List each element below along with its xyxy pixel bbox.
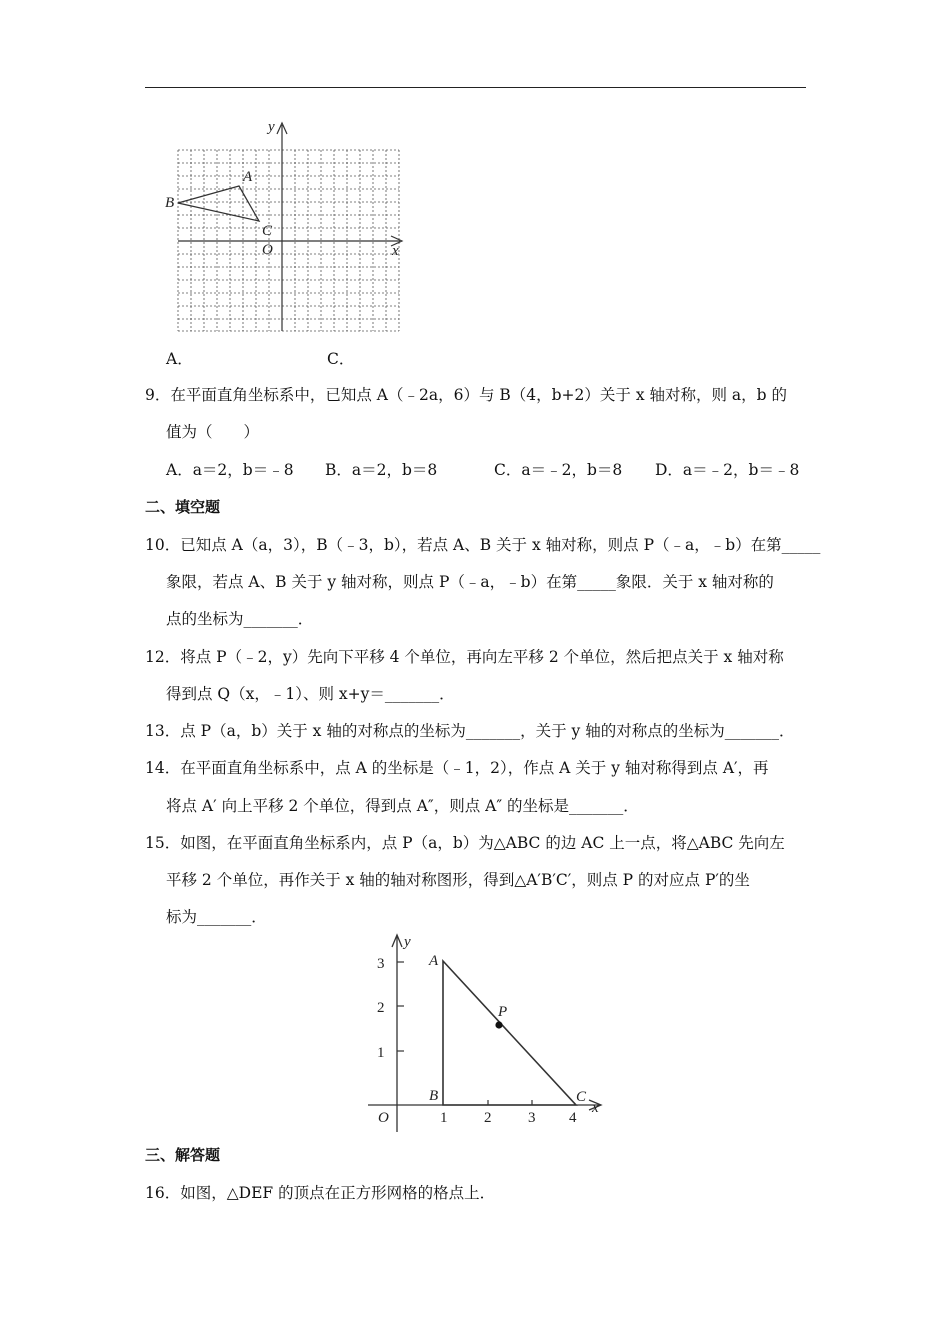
- q16-line1: 16．如图，△DEF 的顶点在正方形网格的格点上．: [145, 1184, 496, 1202]
- options-row-a: A．: [166, 350, 193, 368]
- section-title-fill-blank: 二、填空题: [145, 498, 221, 516]
- q12-line1: 12．将点 P（﹣2，y）先向下平移 4 个单位，再向左平移 2 个单位，然后把点关于 x 轴对称: [145, 648, 784, 666]
- vertex-label-a: A: [243, 169, 253, 185]
- q15-line1: 15．如图，在平面直角坐标系内，点 P（a，b）为△ABC 的边 AC 上一点，将△ABC 先向左: [145, 834, 785, 852]
- x-tick-4: 4: [569, 1110, 577, 1126]
- x-axis-label: x: [392, 243, 399, 259]
- y-tick-3: 3: [377, 956, 385, 972]
- y-tick-2: 2: [377, 1000, 385, 1016]
- point-label-p: P: [498, 1004, 508, 1020]
- q13-line1: 13．点 P（a，b）关于 x 轴的对称点的坐标为_______，关于 y 轴的对称点的坐标为_______．: [145, 722, 795, 740]
- x-tick-2: 2: [484, 1110, 492, 1126]
- q12-line2: 得到点 Q（x，﹣1）、则 x+y＝_______．: [166, 685, 455, 703]
- section-title-answer: 三、解答题: [145, 1146, 221, 1164]
- vertex-label-c-2: C: [576, 1089, 587, 1105]
- origin-label-2: O: [378, 1110, 389, 1126]
- vertex-label-b-2: B: [429, 1088, 439, 1104]
- point-p: [495, 1021, 502, 1028]
- figure-coordinate-triangle: [360, 930, 610, 1135]
- q10-line1: 10．已知点 A（a，3），B（﹣3，b），若点 A、B 关于 x 轴对称，则点 P（﹣a，﹣b）在第_____: [145, 536, 821, 554]
- q9-option-a: A．a＝2，b＝﹣8: [166, 461, 294, 479]
- vertex-label-a-2: A: [429, 953, 439, 969]
- q10-line3: 点的坐标为_______．: [166, 610, 314, 628]
- y-tick-1: 1: [377, 1045, 385, 1061]
- y-axis-label: y: [268, 119, 275, 135]
- q9-line2: 值为（ ）: [166, 423, 260, 441]
- q9-line1: 9．在平面直角坐标系中，已知点 A（﹣2a，6）与 B（4，b+2）关于 x 轴对称，则 a，b 的: [145, 386, 788, 404]
- axes: [178, 123, 402, 331]
- axes-2: [368, 935, 601, 1132]
- x-tick-3: 3: [528, 1110, 536, 1126]
- options-row-c: C．: [327, 350, 355, 368]
- x-axis-label-2: x: [592, 1100, 599, 1116]
- triangle-abc-2: [443, 961, 576, 1105]
- figure-grid-triangle: [160, 115, 410, 335]
- q14-line2: 将点 A′ 向上平移 2 个单位，得到点 A″，则点 A″ 的坐标是_______．: [166, 797, 639, 815]
- origin-label: O: [262, 242, 273, 258]
- x-tick-1: 1: [440, 1110, 448, 1126]
- q9-option-c: C．a＝﹣2，b＝8: [494, 461, 623, 479]
- vertex-label-c: C: [262, 223, 273, 239]
- q15-line3: 标为_______．: [166, 908, 267, 926]
- triangle-abc: [178, 186, 259, 221]
- q9-option-b: B．a＝2，b＝8: [325, 461, 438, 479]
- q10-line2: 象限，若点 A、B 关于 y 轴对称，则点 P（﹣a，﹣b）在第_____象限．关于 x 轴对称的: [166, 573, 774, 591]
- q14-line1: 14．在平面直角坐标系中，点 A 的坐标是（﹣1，2），作点 A 关于 y 轴对称得到点 A′，再: [145, 759, 769, 777]
- vertex-label-b: B: [165, 195, 175, 211]
- q15-line2: 平移 2 个单位，再作关于 x 轴的轴对称图形，得到△A′B′C′，则点 P 的对应点 P′的坐: [166, 871, 750, 889]
- q9-option-d: D．a＝﹣2，b＝﹣8: [655, 461, 800, 479]
- y-axis-label-2: y: [404, 934, 411, 950]
- header-rule: [145, 87, 806, 88]
